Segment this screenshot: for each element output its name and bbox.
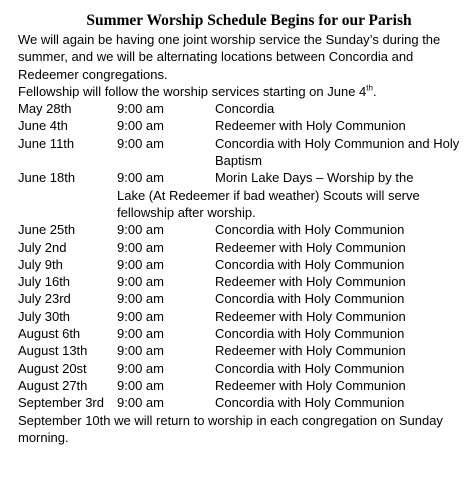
- schedule-row: [18, 342, 466, 359]
- intro-section: [18, 31, 466, 100]
- schedule-date: May 28th: [18, 101, 72, 117]
- schedule-time: 9:00 am: [117, 101, 164, 117]
- schedule-row: [18, 290, 466, 307]
- fellowship-period: .: [372, 83, 377, 99]
- fellowship-text: Fellowship will follow the worship services starting on June 4: [18, 83, 367, 99]
- closing-section: [18, 412, 466, 447]
- schedule-time: 9:00 am: [117, 291, 164, 307]
- schedule-row: [18, 360, 466, 377]
- schedule-row: [18, 377, 466, 394]
- schedule-row: [18, 221, 466, 238]
- schedule-time: 9:00 am: [117, 118, 164, 134]
- schedule-list: [18, 100, 466, 411]
- fellowship-ordinal: th: [366, 83, 373, 93]
- schedule-date: July 2nd: [18, 239, 67, 255]
- schedule-event: Concordia with Holy Communion: [215, 395, 405, 411]
- intro-paragraph: We will again be having one joint worship service the Sunday’s during the summer, and we will be alternating locations between Concordia and Redeemer congregations.: [18, 32, 441, 82]
- schedule-time: 9:00 am: [117, 256, 164, 272]
- schedule-row: [18, 100, 466, 117]
- schedule-time: 9:00 am: [117, 395, 164, 411]
- schedule-time: 9:00 am: [117, 274, 164, 290]
- schedule-date: June 18th: [18, 170, 76, 186]
- schedule-date: August 20st: [18, 360, 87, 376]
- schedule-event: Concordia with Holy Communion and Holy Baptism: [215, 135, 460, 169]
- schedule-event: Redeemer with Holy Communion: [215, 377, 406, 393]
- schedule-event: Redeemer with Holy Communion: [215, 239, 406, 255]
- schedule-time: 9:00 am: [117, 326, 164, 342]
- schedule-event: Redeemer with Holy Communion: [215, 343, 406, 359]
- fellowship-paragraph: [18, 83, 466, 100]
- schedule-time: 9:00 am: [117, 135, 164, 151]
- schedule-date: August 27th: [18, 377, 88, 393]
- schedule-event: Concordia with Holy Communion: [215, 360, 405, 376]
- schedule-row: [18, 394, 466, 411]
- schedule-event: Redeemer with Holy Communion: [215, 118, 406, 134]
- schedule-row: [18, 239, 466, 256]
- bulletin-notice: [18, 10, 466, 446]
- schedule-event-continued: Lake (At Redeemer if bad weather) Scouts will serve fellowship after worship.: [117, 187, 420, 220]
- schedule-time: 9:00 am: [117, 377, 164, 393]
- schedule-time: 9:00 am: [117, 343, 164, 359]
- schedule-date: August 6th: [18, 326, 81, 342]
- schedule-time: 9:00 am: [117, 222, 164, 238]
- schedule-date: July 9th: [18, 256, 63, 272]
- schedule-row: [18, 135, 466, 170]
- schedule-date: September 3rd: [18, 395, 104, 411]
- schedule-row: [18, 325, 466, 342]
- schedule-date: June 11th: [18, 135, 75, 151]
- schedule-event: Concordia with Holy Communion: [215, 326, 405, 342]
- schedule-event: Concordia: [215, 101, 275, 117]
- schedule-row: [18, 256, 466, 273]
- schedule-row: [18, 308, 466, 325]
- schedule-event: Redeemer with Holy Communion: [215, 308, 406, 324]
- schedule-row: [18, 273, 466, 290]
- schedule-event: Concordia with Holy Communion: [215, 256, 405, 272]
- schedule-date: August 13th: [18, 343, 88, 359]
- schedule-date: July 30th: [18, 308, 71, 324]
- schedule-event: Concordia with Holy Communion: [215, 222, 405, 238]
- schedule-time: 9:00 am: [117, 308, 164, 324]
- notice-title: Summer Worship Schedule Begins for our Parish: [86, 12, 412, 29]
- schedule-date: July 16th: [18, 274, 71, 290]
- schedule-event: Morin Lake Days – Worship by the: [215, 170, 414, 186]
- schedule-time: 9:00 am: [117, 360, 164, 376]
- closing-paragraph: September 10th we will return to worship in each congregation on Sunday morning.: [18, 412, 443, 445]
- schedule-date: July 23rd: [18, 291, 71, 307]
- schedule-date: June 4th: [18, 118, 68, 134]
- schedule-event: Concordia with Holy Communion: [215, 291, 405, 307]
- schedule-time: 9:00 am: [117, 170, 164, 186]
- schedule-time: 9:00 am: [117, 239, 164, 255]
- schedule-date: June 25th: [18, 222, 76, 238]
- schedule-row: [18, 169, 466, 221]
- schedule-row: [18, 117, 466, 134]
- schedule-event: Redeemer with Holy Communion: [215, 274, 406, 290]
